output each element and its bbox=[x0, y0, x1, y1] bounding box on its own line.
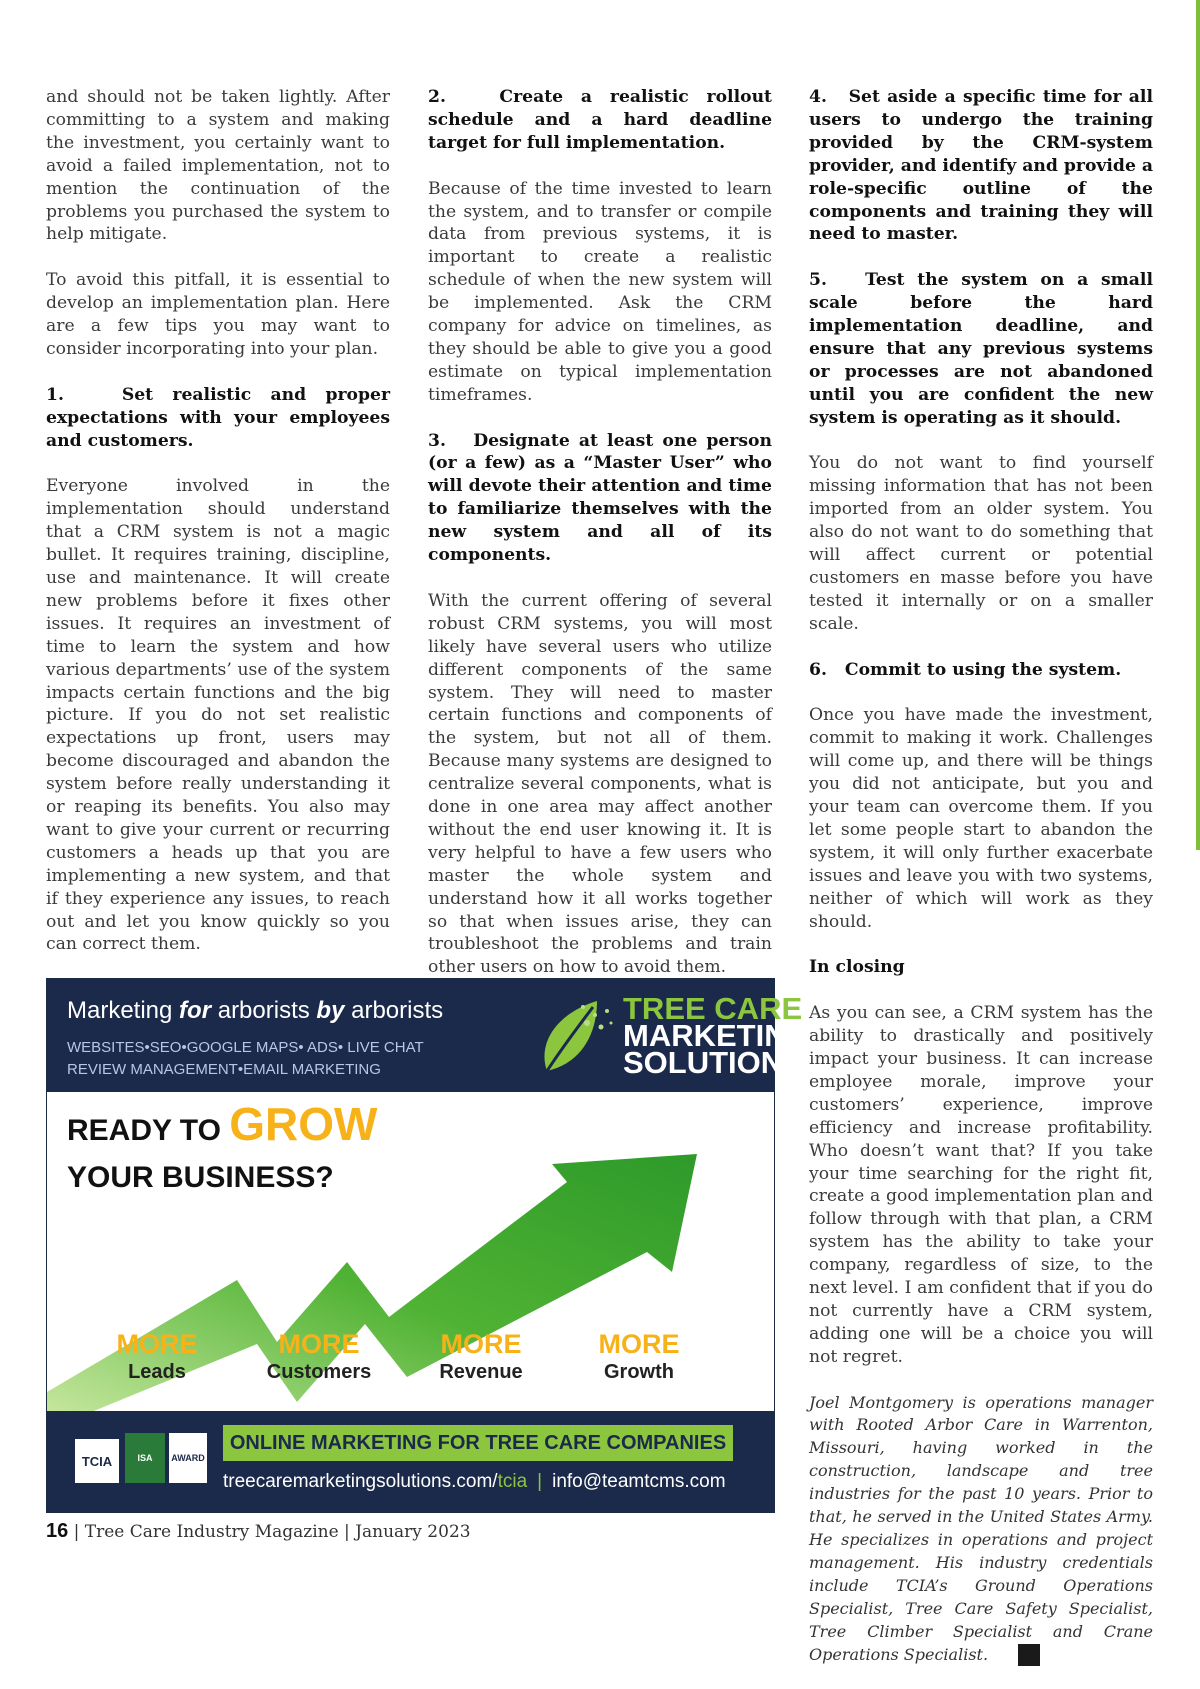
more-word: MORE bbox=[278, 1329, 360, 1359]
article-column-2 bbox=[428, 86, 772, 1002]
ad-brand-line: SOLUTIONS bbox=[623, 1045, 804, 1080]
paragraph: As you can see, a CRM system has the ability to drastically and positively impact your business. It can increase employee morale, improve your customers’ experience, improve efficiency and increase profitability. Who doesn’t want that? If you take your time searching for the right fit, create a good implementation plan and follow through with that plan, a CRM system has the ability to take your company, regardless of size, to the next level. I am confident that if you do not currently have a CRM system, adding one will be a choice you will not regret. bbox=[809, 1003, 1153, 1367]
article-column-1 bbox=[46, 86, 390, 979]
ad-tagline-part: arborists bbox=[344, 997, 444, 1024]
more-revenue bbox=[411, 1329, 551, 1385]
tip-heading-2: 2. Create a realistic rollout schedule and a hard deadline target for full implementation. bbox=[428, 87, 772, 153]
more-label: Customers bbox=[266, 1361, 372, 1383]
paragraph: You do not want to find yourself missing information that has not been imported from an older system. You also do not want to do something that will affect current or potential customers en masse before you have tested it internally or on a smaller scale. bbox=[809, 453, 1153, 634]
section-heading-in-closing: In closing bbox=[809, 957, 905, 978]
ad-website-link[interactable]: treecaremarketingsolutions.com/ bbox=[223, 1471, 498, 1492]
ad-services-line: WEBSITES•SEO•GOOGLE MAPS• ADS• LIVE CHAT bbox=[67, 1039, 424, 1056]
ad-website-slug[interactable]: tcia bbox=[497, 1471, 528, 1492]
ad-services-line: REVIEW MANAGEMENT•EMAIL MARKETING bbox=[67, 1061, 381, 1078]
more-label: Leads bbox=[128, 1361, 186, 1383]
more-label: Growth bbox=[604, 1361, 674, 1383]
author-bio bbox=[809, 1392, 1153, 1667]
ad-headline-business: YOUR BUSINESS? bbox=[67, 1161, 334, 1194]
paragraph: Everyone involved in the implementation should understand that a CRM system is not a magic bullet. It requires training, discipline, use and maintenance. It will create new problems before it fixes other issues. It requires an investment of time to learn the system and how various departments’ use of the system impacts certain functions and the big picture. If you do not set realistic expectations up front, users may become discouraged and abandon the system before really understanding it or reaping its benefits. You also may want to give your current or recurring customers a heads up that you are implementing a new system, and that if they experience any issues, to reach out and let you know quickly so you can correct them. bbox=[46, 476, 390, 955]
ad-contact-line bbox=[223, 1471, 726, 1493]
more-label: Revenue bbox=[439, 1361, 523, 1383]
tip-heading-3: 3. Designate at least one person (or a few) as a “Master User” who will devote their attention and time to familiarize themselves with the new system and all of its components. bbox=[428, 430, 772, 566]
ad-headline-ready: READY TO bbox=[67, 1114, 230, 1147]
ad-tagline-part: arborists bbox=[211, 997, 317, 1024]
ad-footer-band bbox=[47, 1411, 774, 1512]
paragraph: Once you have made the investment, commit to making it work. Challenges will come up, and there will be things you did not anticipate, but you and your team can overcome them. If you let some people start to abandon the system, it will only further exacerbate issues and leave you with two systems, neither of which will work as they should. bbox=[809, 705, 1153, 932]
leaf-logo-icon bbox=[527, 993, 619, 1075]
ad-services-list bbox=[67, 1037, 497, 1081]
more-customers bbox=[249, 1329, 389, 1385]
ad-tagline-part: Marketing bbox=[67, 997, 180, 1024]
ad-brand-line: MARKETING bbox=[623, 1018, 811, 1053]
ad-headline-grow: GROW bbox=[229, 1098, 378, 1150]
more-word: MORE bbox=[598, 1329, 680, 1359]
paragraph: With the current offering of several robust CRM systems, you will most likely have several users who utilize different components of the same system. They will need to master certain functions and components of the system, but not all of them. Because many systems are designed to centralize several components, what is done in one area may affect another without the end user knowing it. It is very helpful to have a few users who master the whole system and understand how it all works together so that when issues arise, they can troubleshoot the problems and train other users on how to avoid them. bbox=[428, 590, 772, 978]
ad-contact-divider: | bbox=[537, 1471, 543, 1492]
award-badge: AWARD bbox=[169, 1433, 207, 1483]
tip-heading-4: 4. Set aside a specific time for all users to undergo the training provided by the CRM-system provider, and identify and provide a role-specific outline of the components and training they will need to master. bbox=[809, 87, 1153, 245]
advertisement-tree-care-marketing[interactable] bbox=[46, 978, 811, 1513]
more-growth bbox=[569, 1329, 709, 1385]
paragraph: Because of the time invested to learn the system, and to transfer or compile data from previous systems, it is important to create a realistic schedule of when the new system will be implemented. Ask the CRM company for advice on timelines, as they should be able to give you a good estimate on typical implementation timeframes. bbox=[428, 178, 772, 405]
isa-member-badge: ISA bbox=[125, 1433, 165, 1483]
ad-tagline-by: by bbox=[316, 997, 345, 1024]
end-of-article-mark bbox=[1018, 1644, 1040, 1666]
ad-headline bbox=[67, 1097, 377, 1151]
ad-online-marketing-banner: ONLINE MARKETING FOR TREE CARE COMPANIES bbox=[223, 1425, 733, 1461]
more-word: MORE bbox=[116, 1329, 198, 1359]
author-bio-text: Joel Montgomery is operations manager with Rooted Arbor Care in Warrenton, Missouri, having worked in the construction, landscape and tree industries for the past 10 years. Prior to that, he served in the United States Army. He specializes in operations and project management. His industry credentials include TCIA’s Ground Operations Specialist, Tree Care Safety Specialist, Tree Climber Specialist and Crane Operations Specialist. bbox=[809, 1392, 1153, 1664]
paragraph: To avoid this pitfall, it is essential to develop an implementation plan. Here are a few tips you may want to consider incorporating into your plan. bbox=[46, 270, 390, 359]
ad-header-band bbox=[47, 979, 811, 1092]
more-leads bbox=[87, 1329, 227, 1385]
footer-publication: | Tree Care Industry Magazine | January 2023 bbox=[68, 1522, 471, 1542]
page-edge-accent-bar bbox=[1196, 0, 1200, 850]
tcia-member-badge: TCIA bbox=[75, 1439, 119, 1483]
ad-brand-name bbox=[623, 991, 811, 1080]
paragraph: and should not be taken lightly. After committing to a system and making the investment, you certainly want to avoid a failed implementation, not to mention the continuation of the problems you purchased the system to help mitigate. bbox=[46, 87, 390, 245]
page-footer bbox=[46, 1520, 471, 1543]
article-column-3 bbox=[809, 86, 1153, 1689]
ad-tagline bbox=[67, 997, 443, 1025]
more-word: MORE bbox=[440, 1329, 522, 1359]
tip-heading-5: 5. Test the system on a small scale before the hard implementation deadline, and ensure that any previous systems or processes are not abandoned until you are confident the new system is operating as it should. bbox=[809, 270, 1153, 428]
page-number: 16 bbox=[46, 1520, 69, 1542]
ad-tagline-for: for bbox=[179, 997, 212, 1024]
tip-heading-6: 6. Commit to using the system. bbox=[809, 659, 1122, 680]
ad-email-link[interactable]: info@teamtcms.com bbox=[552, 1471, 726, 1492]
ad-brand-line: TREE CARE bbox=[623, 991, 803, 1026]
tip-heading-1: 1. Set realistic and proper expectations with your employees and customers. bbox=[46, 384, 390, 451]
